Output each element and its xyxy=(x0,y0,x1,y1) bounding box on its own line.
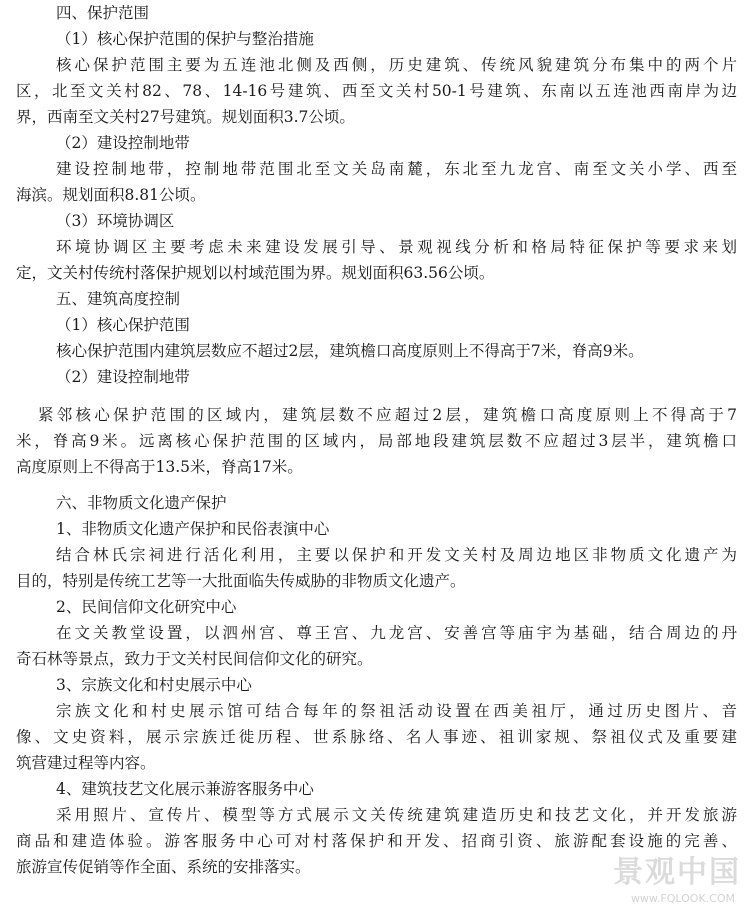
paragraph-line: 在文关教堂设置，以泗州宫、尊王宫、九龙宫、安善宫等庙宇为基础，结合周边的丹 xyxy=(56,624,737,642)
section-heading-6: 六、非物质文化遗产保护 xyxy=(56,494,227,512)
section-heading-5: 五、建筑高度控制 xyxy=(56,290,181,308)
paragraph-line: 海滨。规划面积8.81公顷。 xyxy=(16,186,206,204)
section-heading-4: 四、保护范围 xyxy=(56,4,150,22)
subheading-core-protection: （1）核心保护范围 xyxy=(56,316,190,334)
subheading-clan-culture: 3、宗族文化和村史展示中心 xyxy=(56,676,252,694)
paragraph-line: 采用照片、宣传片、模型等方式展示文关传统建筑建造历史和技艺文化，并开发旅游 xyxy=(56,806,737,824)
paragraph-line: 紧邻核心保护范围的区域内，建筑层数不应超过2层，建筑檐口高度原则上不得高于7 xyxy=(38,406,737,424)
subheading-construction-control: （2）建设控制地带 xyxy=(56,134,190,152)
watermark-url: www.FQLOOK.COM xyxy=(630,892,735,905)
subheading-intangible-heritage: 1、非物质文化遗产保护和民俗表演中心 xyxy=(56,520,330,538)
paragraph-line: 宗族文化和村史展示馆可结合每年的祭祖活动设置在西美祖厅，通过历史图片、音 xyxy=(56,702,737,720)
paragraph-line: 区，北至文关村82、78、14-16号建筑、西至文关村50-1号建筑、东南以五连池西南岸为边 xyxy=(16,82,737,100)
paragraph-line: 米，脊高9米。远离核心保护范围的区域内，局部地段建筑层数不应超过3层半，建筑檐口 xyxy=(16,432,737,450)
subheading-construction-control: （2）建设控制地带 xyxy=(56,368,190,386)
paragraph-line: 核心保护范围内建筑层数应不超过2层，建筑檐口高度原则上不得高于7米，脊高9米。 xyxy=(56,342,644,360)
paragraph-line: 像、文史资料，展示宗族迁徙历程、世系脉络、名人事迹、祖训家规、祭祖仪式及重要建 xyxy=(16,728,737,746)
subheading-environment-zone: （3）环境协调区 xyxy=(56,212,175,230)
paragraph-line: 建设控制地带，控制地带范围北至文关岛南麓，东北至九龙宫、南至文关小学、西至 xyxy=(56,160,737,178)
paragraph-line: 奇石林等景点，致力于文关村民间信仰文化的研究。 xyxy=(16,650,373,668)
watermark-logo: 景观中国 xyxy=(613,855,741,890)
paragraph-line: 核心保护范围主要为五连池北侧及西侧，历史建筑、传统风貌建筑分布集中的两个片 xyxy=(56,56,737,74)
paragraph-line: 结合林氏宗祠进行活化利用，主要以保护和开发文关村及周边地区非物质文化遗产为 xyxy=(56,546,737,564)
paragraph-line: 筑营建过程等内容。 xyxy=(16,754,156,772)
paragraph-line: 目的，特别是传统工艺等一大批面临失传威胁的非物质文化遗产。 xyxy=(16,572,466,590)
paragraph-line: 商品和建造体验。游客服务中心可对村落保护和开发、招商引资、旅游配套设施的完善、 xyxy=(16,832,737,850)
paragraph-line: 旅游宣传促销等作全面、系统的安排落实。 xyxy=(16,858,311,876)
paragraph-line: 环境协调区主要考虑未来建设发展引导、景观视线分析和格局特征保护等要求来划 xyxy=(56,238,737,256)
paragraph-line: 高度原则上不得高于13.5米，脊高17米。 xyxy=(16,458,303,476)
subheading-folk-belief: 2、民间信仰文化研究中心 xyxy=(56,598,237,616)
subheading-core-protection: （1）核心保护范围的保护与整治措施 xyxy=(56,30,314,48)
subheading-building-craft: 4、建筑技艺文化展示兼游客服务中心 xyxy=(56,780,314,798)
paragraph-line: 界，西南至文关村27号建筑。规划面积3.7公顷。 xyxy=(16,108,355,126)
paragraph-line: 定，文关村传统村落保护规划以村域范围为界。规划面积63.56公顷。 xyxy=(16,264,495,282)
